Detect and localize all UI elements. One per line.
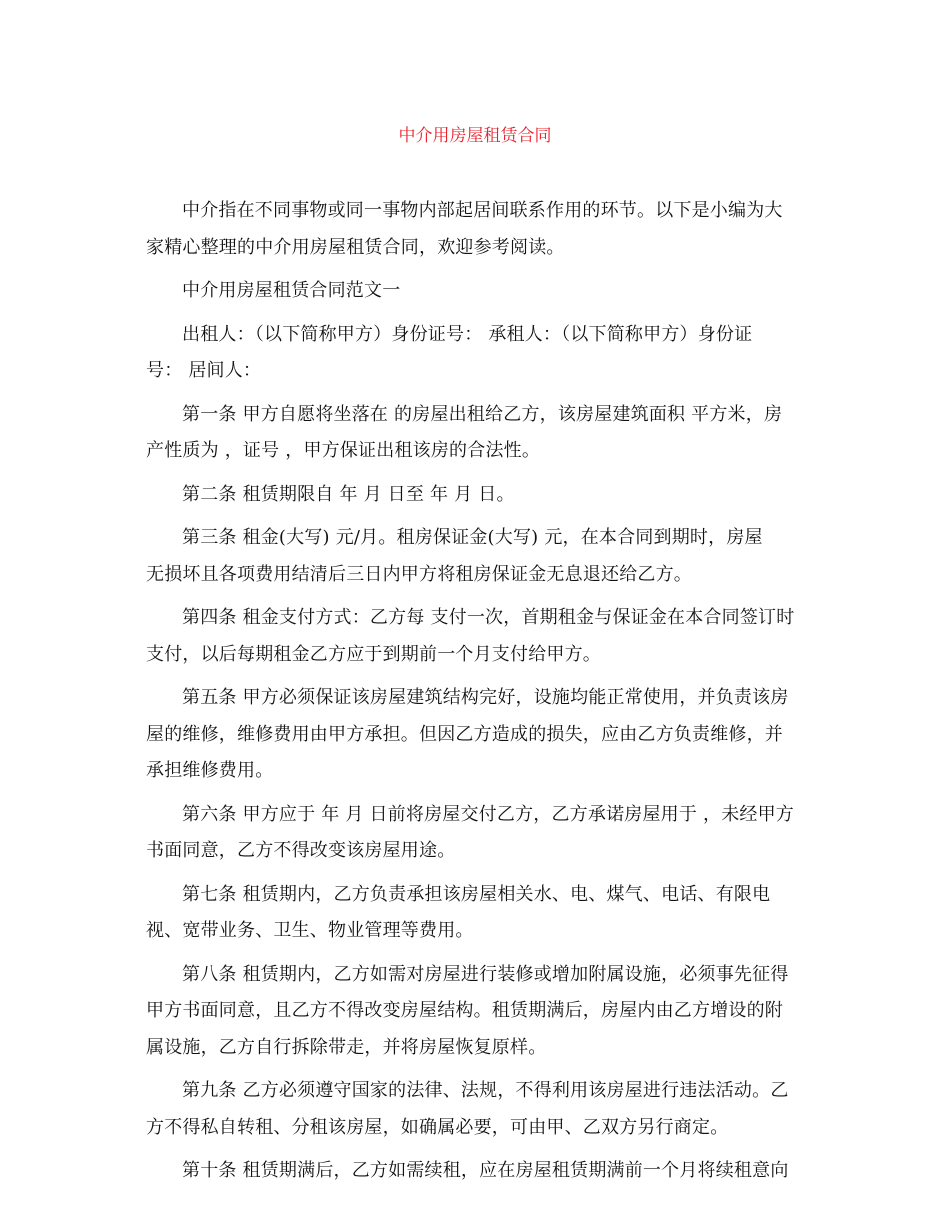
paragraph-line: 第九条 乙方必须遵守国家的法律、法规，不得利用该房屋进行违法活动。乙	[182, 1080, 789, 1101]
document-title: 中介用房屋租赁合同	[398, 126, 552, 146]
paragraph-line: 产性质为 ，证号 ，甲方保证出租该房的合法性。	[146, 440, 541, 461]
paragraph-article-5	[146, 680, 806, 790]
paragraph-line: 家精心整理的中介用房屋租赁合同，欢迎参考阅读。	[146, 236, 565, 258]
paragraph-line: 出租人：（以下简称甲方）身份证号： 承租人：（以下简称甲方）身份证	[182, 323, 753, 345]
paragraph-article-2	[146, 477, 806, 514]
paragraph-article-1	[146, 397, 806, 470]
paragraph-line: 支付，以后每期租金乙方应于到期前一个月支付给甲方。	[146, 643, 601, 665]
paragraph-line: 第十条 租赁期满后，乙方如需续租，应在房屋租赁期满前一个月将续租意向	[182, 1160, 789, 1181]
paragraph-line: 屋的维修，维修费用由甲方承担。但因乙方造成的损失，应由乙方负责维修，并	[146, 723, 783, 745]
paragraph-line: 视、宽带业务、卫生、物业管理等费用。	[146, 920, 474, 941]
paragraph-article-6	[146, 797, 806, 870]
paragraph-line: 方不得私自转租、分租该房屋，如确属必要，可由甲、乙双方另行商定。	[146, 1116, 729, 1138]
paragraph-article-7	[146, 877, 806, 950]
document-body	[146, 193, 806, 1197]
paragraph-sample-heading	[146, 273, 806, 310]
paragraph-parties	[146, 317, 806, 390]
paragraph-line: 第三条 租金(大写) 元/月。租房保证金(大写) 元，在本合同到期时，房屋	[182, 527, 763, 548]
paragraph-line: 第一条 甲方自愿将坐落在 的房屋出租给乙方，该房屋建筑面积 平方米，房	[182, 403, 783, 425]
paragraph-line: 承担维修费用。	[146, 760, 274, 781]
paragraph-article-3	[146, 520, 806, 593]
paragraph-line: 甲方书面同意，且乙方不得改变房屋结构。租赁期满后，房屋内由乙方增设的附	[146, 1000, 783, 1021]
paragraph-article-8	[146, 957, 806, 1067]
paragraph-line: 号： 居间人：	[146, 360, 262, 381]
paragraph-article-4	[146, 600, 806, 673]
paragraph-line: 第六条 甲方应于 年 月 日前将房屋交付乙方，乙方承诺房屋用于 ，未经甲方	[182, 803, 795, 825]
paragraph-line: 属设施，乙方自行拆除带走，并将房屋恢复原样。	[146, 1036, 547, 1058]
paragraph-line: 书面同意，乙方不得改变该房屋用途。	[146, 840, 456, 861]
paragraph-line: 中介用房屋租赁合同范文一	[182, 280, 401, 301]
paragraph-line: 第八条 租赁期内，乙方如需对房屋进行装修或增加附属设施，必须事先征得	[182, 963, 789, 985]
paragraph-article-9	[146, 1073, 806, 1146]
paragraph-intro	[146, 193, 806, 266]
paragraph-line: 第七条 租赁期内，乙方负责承担该房屋相关水、电、煤气、电话、有限电	[182, 883, 771, 905]
paragraph-line: 中介指在不同事物或同一事物内部起居间联系作用的环节。以下是小编为大	[182, 200, 783, 221]
paragraph-line: 第五条 甲方必须保证该房屋建筑结构完好，设施均能正常使用，并负责该房	[182, 687, 789, 708]
paragraph-article-10	[146, 1153, 806, 1190]
paragraph-line: 第四条 租金支付方式：乙方每 支付一次，首期租金与保证金在本合同签订时	[182, 607, 795, 628]
paragraph-line: 第二条 租赁期限自 年 月 日至 年 月 日。	[182, 483, 515, 505]
paragraph-line: 无损坏且各项费用结清后三日内甲方将租房保证金无息退还给乙方。	[146, 563, 692, 585]
